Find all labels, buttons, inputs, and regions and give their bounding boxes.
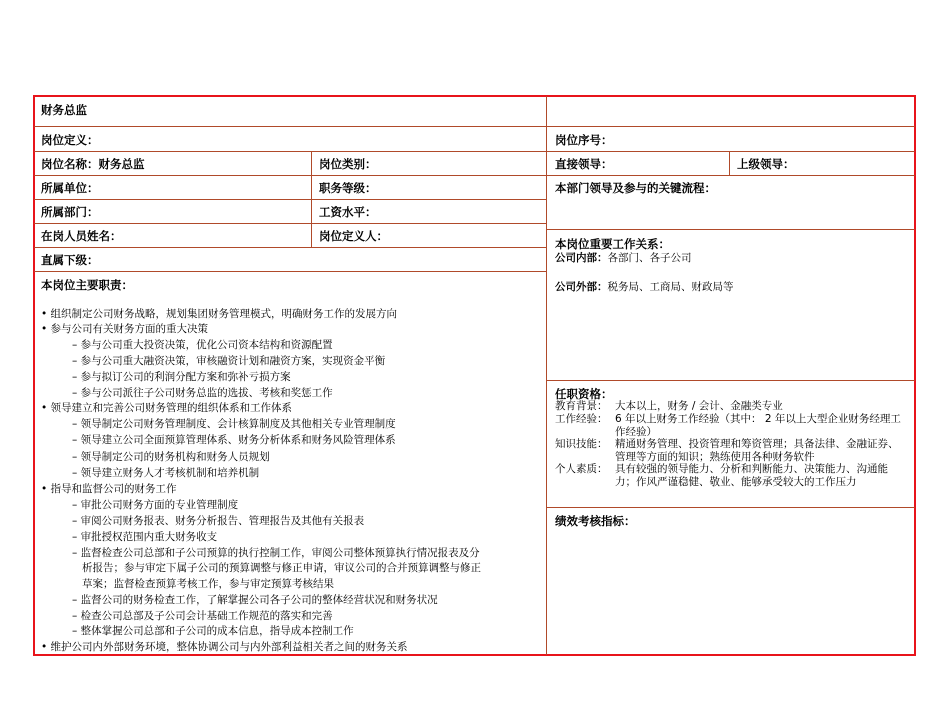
duty-item xyxy=(41,482,177,496)
superior-leader-label: 上级领导： xyxy=(737,157,795,171)
internal-label: 公司内部： xyxy=(555,252,608,264)
row-divider xyxy=(34,247,546,248)
row-divider xyxy=(546,507,915,508)
duty-text: 审批公司财务方面的专业管理制度 xyxy=(80,499,239,511)
duty-text: 整体掌握公司总部和子公司的成本信息，指导成本控制工作 xyxy=(80,625,354,637)
dash-icon: – xyxy=(72,547,81,559)
external-value: 税务局、工商局、财政局等 xyxy=(607,281,734,293)
row-divider xyxy=(546,229,915,230)
row-divider xyxy=(34,271,546,272)
page-title: 财务总监 xyxy=(41,103,87,117)
internal-relation xyxy=(555,251,692,265)
duty-subitem xyxy=(72,530,217,544)
dash-icon: – xyxy=(72,531,81,543)
dash-icon: – xyxy=(72,625,81,637)
dash-icon: – xyxy=(72,499,81,511)
duty-item xyxy=(41,401,292,415)
duty-text: 参与拟订公司的利润分配方案和弥补亏损方案 xyxy=(80,371,291,383)
definition-label: 岗位定义： xyxy=(41,133,99,147)
category-label: 岗位类别： xyxy=(319,157,377,171)
row-divider xyxy=(34,175,915,176)
duty-subitem xyxy=(72,466,259,480)
internal-value: 各部门、各子公司 xyxy=(607,252,692,264)
duty-text: 领导制定公司财务管理制度、会计核算制度及其他相关专业管理制度 xyxy=(80,418,396,430)
dash-icon: – xyxy=(72,467,81,479)
qualification-key: 知识技能： xyxy=(555,438,608,450)
position-name-label: 岗位名称： xyxy=(41,157,99,171)
position-name-field xyxy=(41,157,145,171)
performance-label: 绩效考核指标： xyxy=(555,514,636,528)
row-divider xyxy=(34,223,546,224)
duty-text: 领导建立财务人才考核机制和培养机制 xyxy=(80,467,260,479)
qualification-value: 大本以上，财务 / 会计、金融类专业 xyxy=(615,400,783,412)
definer-label: 岗位定义人： xyxy=(319,229,388,243)
dash-icon: – xyxy=(72,451,81,463)
duty-text: 参与公司重大融资决策，审核融资计划和融资方案，实现资金平衡 xyxy=(80,355,386,367)
bullet-icon: • xyxy=(41,308,51,320)
seq-label: 岗位序号： xyxy=(555,133,613,147)
duty-text: 析报告；参与审定下属子公司的预算调整与修正申请，审议公司的合并预算调整与修正 xyxy=(82,562,481,574)
duty-subitem xyxy=(72,354,385,368)
duties-title: 本岗位主要职责： xyxy=(41,278,133,292)
row-divider xyxy=(34,151,915,152)
duty-text: 监督检查公司总部和子公司预算的执行控制工作，审阅公司整体预算执行情况报表及分 xyxy=(80,547,480,559)
dash-icon: – xyxy=(72,339,81,351)
bullet-icon: • xyxy=(41,323,51,335)
dash-icon: – xyxy=(72,387,81,399)
duty-subitem xyxy=(72,498,238,512)
subordinate-label: 直属下级： xyxy=(41,253,99,267)
row-divider xyxy=(34,199,546,200)
duty-subitem xyxy=(72,609,333,623)
dash-icon: – xyxy=(72,355,81,367)
qualification-key: 个人素质： xyxy=(555,463,608,475)
qualification-key: 工作经验： xyxy=(555,413,608,425)
duty-text: 领导建立公司全面预算管理体系、财务分析体系和财务风险管理体系 xyxy=(80,434,396,446)
duty-text: 参与公司有关财务方面的重大决策 xyxy=(50,323,209,335)
qualification-value: 6 年以上财务工作经验（其中： 2 年以上大型企业财务经理工作经验） xyxy=(615,413,901,438)
duty-text: 检查公司总部及子公司会计基础工作规范的落实和完善 xyxy=(80,610,333,622)
relations-title: 本岗位重要工作关系： xyxy=(555,237,670,251)
duty-text: 维护公司内外部财务环境，整体协调公司与内外部利益相关者之间的财务关系 xyxy=(50,641,408,653)
column-divider xyxy=(729,151,730,175)
bullet-icon: • xyxy=(41,483,51,495)
qualification-item xyxy=(555,463,907,503)
duty-subitem xyxy=(72,624,354,638)
duty-text: 审阅公司财务报表、财务分析报告、管理报告及其他有关报表 xyxy=(80,515,365,527)
duty-subitem xyxy=(72,593,438,607)
dash-icon: – xyxy=(72,594,81,606)
row-divider xyxy=(34,126,915,127)
duty-text: 领导建立和完善公司财务管理的组织体系和工作体系 xyxy=(50,402,293,414)
external-label: 公司外部： xyxy=(555,281,608,293)
qualification-value: 精通财务管理、投资管理和筹资管理；具备法律、金融证券、管理等方面的知识；熟练使用各种财务软件 xyxy=(615,438,899,463)
duty-subitem xyxy=(72,433,396,447)
duty-subitem xyxy=(72,514,364,528)
incumbent-label: 在岗人员姓名： xyxy=(41,229,122,243)
duty-text: 指导和监督公司的财务工作 xyxy=(50,483,177,495)
dash-icon: – xyxy=(72,434,81,446)
process-label: 本部门领导及参与的关键流程： xyxy=(555,181,716,195)
duty-subitem xyxy=(72,338,333,352)
duty-subitem xyxy=(72,450,270,464)
dept-label: 所属部门： xyxy=(41,205,99,219)
row-divider xyxy=(546,380,915,381)
bullet-icon: • xyxy=(41,641,51,653)
rank-label: 职务等级： xyxy=(319,181,377,195)
dash-icon: – xyxy=(72,610,81,622)
unit-label: 所属单位： xyxy=(41,181,99,195)
salary-label: 工资水平： xyxy=(319,205,377,219)
external-relation xyxy=(555,280,734,294)
duty-text: 领导制定公司的财务机构和财务人员规划 xyxy=(80,451,270,463)
duty-text: 参与公司派往子公司财务总监的选拔、考核和奖惩工作 xyxy=(80,387,333,399)
duty-subitem xyxy=(72,370,291,384)
duty-subitem xyxy=(72,417,396,431)
qualification-value: 具有较强的领导能力、分析和判断能力、决策能力、沟通能力；作风严谨稳健、敬业、能够承受较大的工作压力 xyxy=(615,463,888,488)
duty-subitem xyxy=(82,561,481,575)
duty-item xyxy=(41,322,208,336)
duty-item xyxy=(41,640,408,654)
duty-subitem xyxy=(82,577,334,591)
dash-icon: – xyxy=(72,418,81,430)
duty-text: 监督公司的财务检查工作，了解掌握公司各子公司的整体经营状况和财务状况 xyxy=(80,594,438,606)
duty-subitem xyxy=(72,546,480,560)
position-name-value: 财务总监 xyxy=(98,157,145,171)
duty-text: 组织制定公司财务战略，规划集团财务管理模式，明确财务工作的发展方向 xyxy=(50,308,398,320)
column-divider xyxy=(311,151,312,247)
qualification-key: 教育背景： xyxy=(555,400,608,412)
bullet-icon: • xyxy=(41,402,51,414)
duty-text: 草案；监督检查预算考核工作，参与审定预算考核结果 xyxy=(82,578,334,590)
duty-item xyxy=(41,307,397,321)
duty-subitem xyxy=(72,386,333,400)
dash-icon: – xyxy=(72,371,81,383)
dash-icon: – xyxy=(72,515,81,527)
direct-leader-label: 直接领导： xyxy=(555,157,613,171)
duty-text: 参与公司重大投资决策，优化公司资本结构和资源配置 xyxy=(80,339,333,351)
qualifications-title: 任职资格： xyxy=(555,387,613,401)
duty-text: 审批授权范围内重大财务收支 xyxy=(80,531,218,543)
column-divider xyxy=(546,96,547,655)
